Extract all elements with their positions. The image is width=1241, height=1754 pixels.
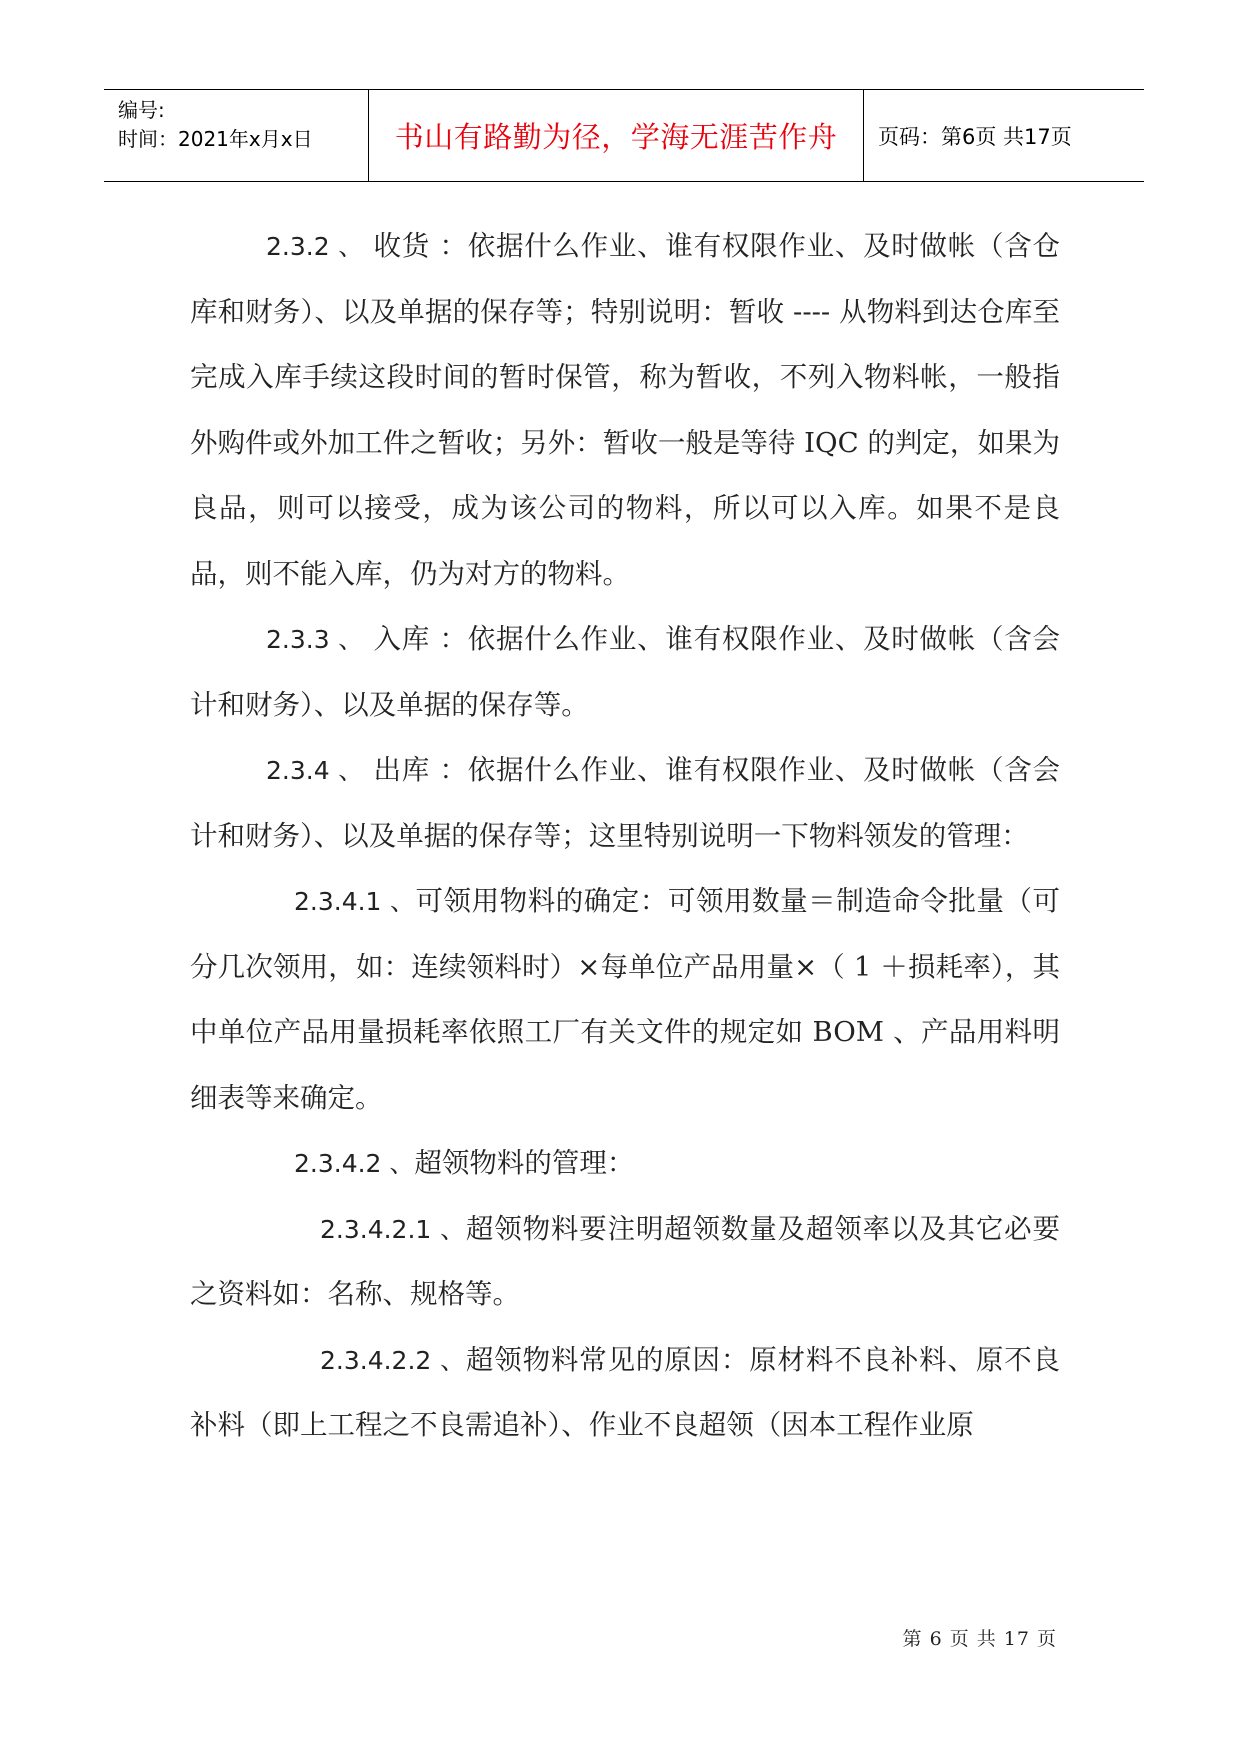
paragraph-text: 超领物料要注明超领数量及超领率以及其它必要之资料如：名称、规格等。	[190, 1212, 1060, 1310]
section-number: 2.3.4.2.1 、	[320, 1214, 466, 1244]
paragraph-2-3-4-2-1	[190, 1197, 1060, 1328]
document-body	[190, 214, 1060, 1459]
section-number: 2.3.2 、	[266, 232, 365, 261]
serial-label: 编号:	[118, 98, 165, 122]
paragraph-text: 出库 ：依据什么作业、谁有权限作业、及时做帐（含会计和财务）、以及单据的保存等；这里特别说明一下物料领发的管理：	[190, 754, 1061, 852]
section-number: 2.3.4 、	[266, 756, 365, 785]
page-code: 页码：第6页 共17页	[878, 124, 1072, 149]
paragraph-text: 超领物料常见的原因：原材料不良补料、原不良补料（即上工程之不良需追补）、作业不良超领（因本工程作业原	[190, 1343, 1060, 1441]
header-page-cell	[864, 90, 1144, 181]
paragraph-2-3-4-1	[190, 869, 1060, 1131]
motto-text: 书山有路勤为径，学海无涯苦作舟	[394, 120, 838, 154]
section-number: 2.3.4.2 、	[294, 1149, 415, 1178]
paragraph-2-3-2	[190, 214, 1060, 607]
header-info-cell	[104, 90, 369, 181]
paragraph-text: 超领物料的管理：	[414, 1147, 635, 1179]
paragraph-2-3-3	[190, 607, 1060, 738]
paragraph-text: 入库 ：依据什么作业、谁有权限作业、及时做帐（含会计和财务）、以及单据的保存等。	[190, 623, 1061, 721]
section-number: 2.3.4.1 、	[294, 887, 416, 916]
paragraph-2-3-4-2-2	[190, 1328, 1060, 1459]
page-header	[104, 89, 1144, 182]
section-number: 2.3.3 、	[266, 625, 365, 654]
paragraph-2-3-4	[190, 738, 1060, 869]
page-footer: 第 6 页 共 17 页	[902, 1628, 1057, 1650]
paragraph-2-3-4-2	[190, 1131, 1060, 1197]
paragraph-text: 收货 ：依据什么作业、谁有权限作业、及时做帐（含仓库和财务）、以及单据的保存等；特别说明：暂收 ---- 从物料到达仓库至完成入库手续这段时间的暂时保管，称为暂收，不列入物料帐，一般指外购件或外加工件之暂收；另外：暂收一般是等待 IQC 的判定，如果为良品，则可以接受，成为该公司的物料，所以可以入库。如果不是良品，则不能入库，仍为对方的物料。	[190, 230, 1061, 590]
section-number: 2.3.4.2.2 、	[320, 1345, 466, 1375]
paragraph-text: 可领用物料的确定：可领用数量＝制造命令批量（可分几次领用，如：连续领料时）×每单位产品用量×（ 1 ＋损耗率），其中单位产品用量损耗率依照工厂有关文件的规定如 BOM 、产品用料明细表等来确定。	[190, 885, 1061, 1114]
header-motto-cell	[369, 90, 864, 181]
time-label: 时间：2021年x月x日	[118, 127, 313, 151]
